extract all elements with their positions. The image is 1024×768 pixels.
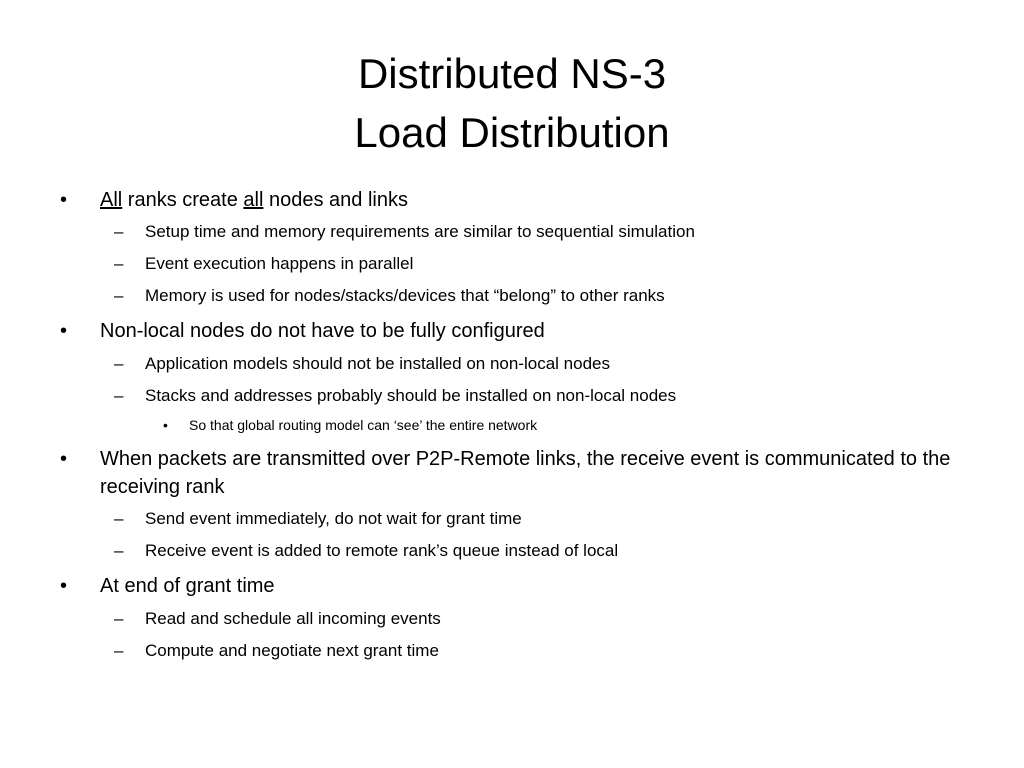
dash-marker: – xyxy=(114,609,124,628)
bullet-2-subsub-1: So that global routing model can ‘see’ the entire network xyxy=(189,417,538,433)
dash-marker: – xyxy=(114,354,124,373)
bullet-4-sub-1: Read and schedule all incoming events xyxy=(145,609,441,628)
title-line-1: Distributed NS-3 xyxy=(357,50,667,97)
bullet-2-sub-2: Stacks and addresses probably should be installed on non-local nodes xyxy=(145,386,677,405)
title-line-2: Load Distribution xyxy=(354,109,670,156)
bullet-marker: • xyxy=(60,575,68,597)
bullet-1-underlined-all-2: all xyxy=(243,189,264,211)
bullet-1-sub-3: Memory is used for nodes/stacks/devices that “belong” to other ranks xyxy=(145,286,665,305)
bullet-marker: • xyxy=(60,320,68,342)
bullet-3-sub-1: Send event immediately, do not wait for grant time xyxy=(145,509,522,528)
dash-marker: – xyxy=(114,286,124,305)
sub-bullet-marker: • xyxy=(163,417,168,433)
dash-marker: – xyxy=(114,386,124,405)
dash-marker: – xyxy=(114,254,124,273)
bullet-3-sub-2: Receive event is added to remote rank’s queue instead of local xyxy=(145,541,619,560)
bullet-marker: • xyxy=(60,448,68,470)
bullet-2-sub-1: Application models should not be installed on non-local nodes xyxy=(145,354,610,373)
dash-marker: – xyxy=(114,641,124,660)
bullet-1-text-b: nodes and links xyxy=(263,189,408,211)
bullet-1-sub-2: Event execution happens in parallel xyxy=(145,254,414,273)
bullet-2: Non-local nodes do not have to be fully configured xyxy=(100,320,545,342)
bullet-4: At end of grant time xyxy=(100,575,275,597)
bullet-4-sub-2: Compute and negotiate next grant time xyxy=(145,641,439,660)
bullet-1-text-a: ranks create xyxy=(122,189,244,211)
dash-marker: – xyxy=(114,541,124,560)
bullet-marker: • xyxy=(60,189,68,211)
bullet-1-sub-1: Setup time and memory requirements are similar to sequential simulation xyxy=(145,222,695,241)
bullet-1-underlined-all: All xyxy=(100,189,123,211)
slide-title xyxy=(0,44,1024,162)
bullet-1 xyxy=(100,186,408,214)
bullet-3: When packets are transmitted over P2P-Remote links, the receive event is communicated to the receiving rank xyxy=(100,448,951,498)
dash-marker: – xyxy=(114,222,124,241)
dash-marker: – xyxy=(114,509,124,528)
